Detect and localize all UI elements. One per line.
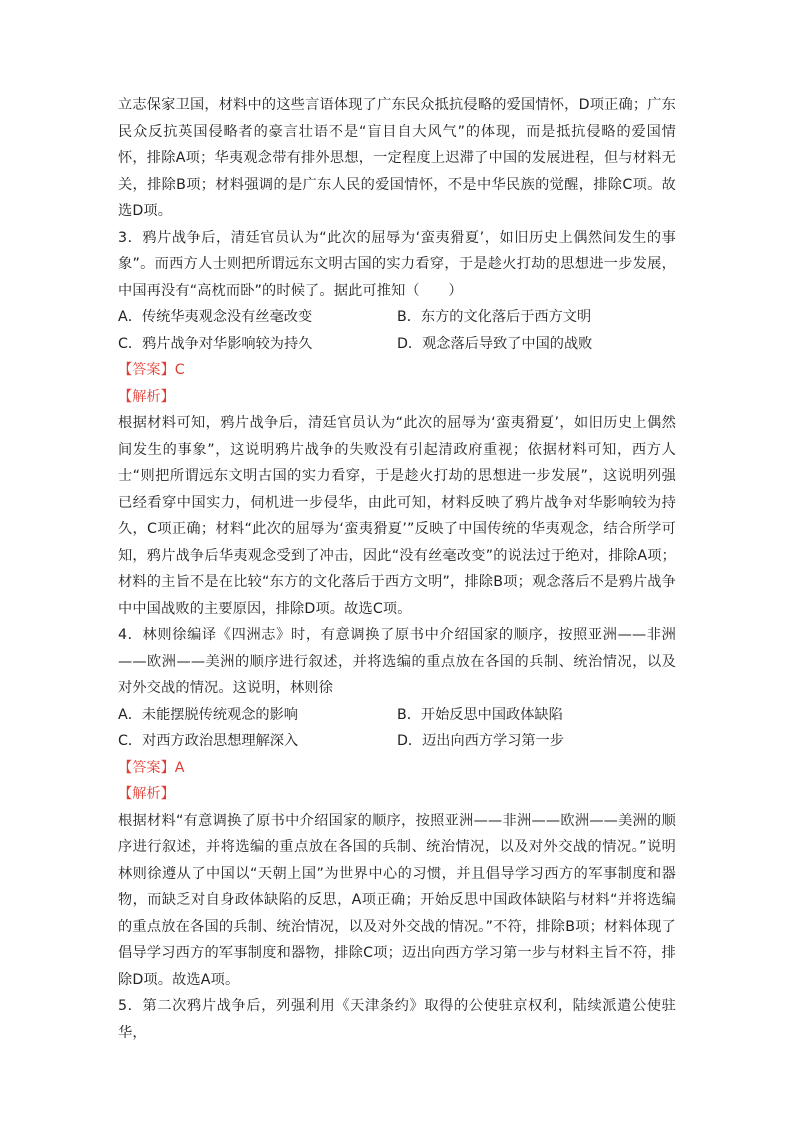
- question-4-answer: 【答案】A: [118, 759, 185, 776]
- question-3-option-b: B．东方的文化落后于西方文明: [397, 309, 592, 325]
- question-3-analysis: 根据材料可知，鸦片战争后，清廷官员认为“此次的屈辱为‘蛮夷猾夏’，如旧历史上偶然间发生的事象”，这说明鸦片战争的失败没有引起清政府重视；依据材料可知，西方人士“则把所谓远东文明古国的实力看穿，于是趁火打劫的思想进一步发展”，这说明列强已经看穿中国实力，伺机进一步侵华，由此可知，材料反映了鸦片战争对华影响较为持久，C项正确；材料“此次的屈辱为‘蛮夷猾夏’”反映了中国传统的华夷观念，结合所学可知，鸦片战争后华夷观念受到了冲击，因此“没有丝毫改变”的说法过于绝对，排除A项；材料的主旨不是在比较“东方的文化落后于西方文明”，排除B项；观念落后不是鸦片战争中中国战败的主要原因，排除D项。故选C项。: [118, 415, 676, 617]
- question-4-analysis: 根据材料“有意调换了原书中介绍国家的顺序，按照亚洲——非洲——欧洲——美洲的顺序进行叙述，并将选编的重点放在各国的兵制、统治情况，以及对外交战的情况。”说明林则徐遵从了中国以“天朝上国”为世界中心的习惯，并且倡导学习西方的军事制度和器物，而缺乏对自身政体缺陷的反思，A项正确；开始反思中国政体缺陷与材料“并将选编的重点放在各国的兵制、统治情况，以及对外交战的情况。”不符，排除B项；材料体现了倡导学习西方的军事制度和器物，排除C项；迈出向西方学习第一步与材料主旨不符，排除D项。故选A项。: [118, 812, 676, 988]
- question-3-option-a: A．传统华夷观念没有丝毫改变: [118, 309, 313, 325]
- paragraph-q2-analysis-tail: 立志保家卫国，材料中的这些言语体现了广东民众抵抗侵略的爱国情怀，D项正确；广东民众反抗英国侵略者的豪言壮语不是“盲目自大风气”的体现，而是抵抗侵略的爱国情怀，排除A项；华夷观念带有排外思想，一定程度上迟滞了中国的发展进程，但与材料无关，排除B项；材料强调的是广东人民的爱国情怀，不是中华民族的觉醒，排除C项。故选D项。: [118, 97, 676, 219]
- question-3-options: [118, 304, 676, 357]
- document-content: [118, 92, 676, 1046]
- question-4-option-c: C．对西方政治思想理解深入: [118, 733, 299, 749]
- question-3: 3．鸦片战争后，清廷官员认为“此次的屈辱为‘蛮夷猾夏’，如旧历史上偶然间发生的事象”。而西方人士则把所谓远东文明古国的实力看穿，于是趁火打劫的思想进一步发展，中国再没有“高枕而卧”的时候了。据此可推知（ ）: [118, 229, 676, 299]
- question-4-option-a: A．未能摆脱传统观念的影响: [118, 706, 298, 723]
- question-5: 5．第二次鸦片战争后，列强利用《天津条约》取得的公使驻京权利，陆续派遣公使驻华，: [118, 998, 676, 1041]
- question-3-option-c: C．鸦片战争对华影响较为持久: [118, 335, 313, 352]
- question-4-analysis-label: 【解析】: [118, 786, 175, 802]
- question-3-answer: 【答案】C: [118, 362, 185, 378]
- question-4-options: [118, 702, 676, 755]
- question-3-analysis-label: 【解析】: [118, 388, 175, 405]
- question-4-option-d: D．迈出向西方学习第一步: [397, 733, 564, 749]
- question-3-option-d: D．观念落后导致了中国的战败: [397, 335, 593, 352]
- question-4-option-b: B．开始反思中国政体缺陷: [397, 706, 563, 723]
- question-4: 4．林则徐编译《四洲志》时，有意调换了原书中介绍国家的顺序，按照亚洲——非洲——欧洲——美洲的顺序进行叙述，并将选编的重点放在各国的兵制、统治情况，以及对外交战的情况。这说明，林则徐: [118, 627, 676, 696]
